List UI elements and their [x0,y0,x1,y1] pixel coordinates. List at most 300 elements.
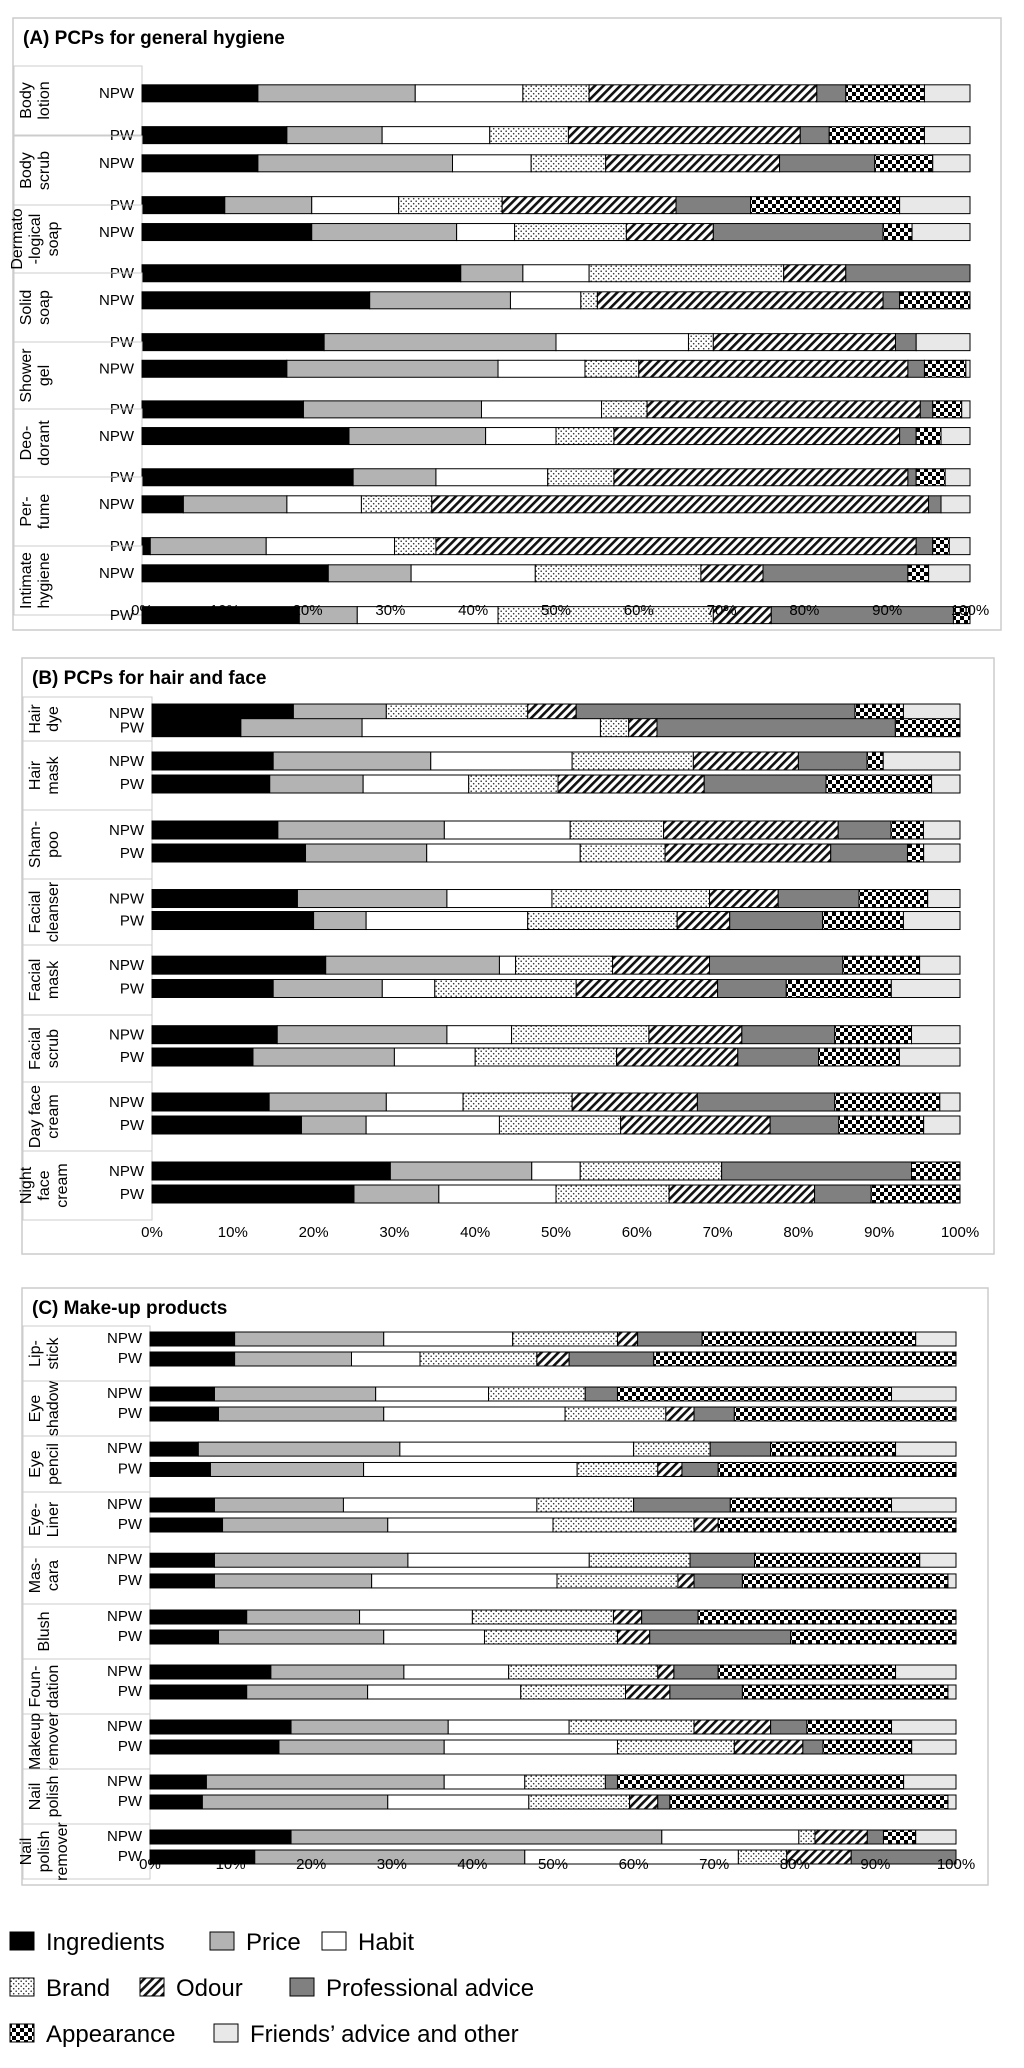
bar-label-npw: NPW [109,1094,144,1112]
category-label [27,881,62,942]
bar-segment-body-lotion-npw-price [258,85,415,102]
bar-segment-day-face-cream-npw-odour [572,1093,697,1111]
x-tick-label: 80% [779,1856,810,1873]
bar-segment-facial-mask-pw-habit [382,979,435,997]
bar-segment-hair-dye-pw-habit [362,719,600,737]
bar-label-pw: PW [119,1117,144,1135]
bar-segment-nail-polish-remover-npw-price [291,1830,662,1844]
bar-segment-perfume-pw-habit [266,538,394,555]
bar-segment-day-face-cream-npw-brand [463,1093,572,1111]
group-mascara [23,1547,956,1604]
bar-segment-mascara-npw-professional-advice [690,1553,754,1567]
bar-segment-facial-scrub-pw-odour [617,1048,738,1066]
bar-segment-nail-polish-npw-friends-advice-and-other [904,1775,956,1789]
category-label-line: mask [45,756,62,795]
bar-segment-dermatological-soap-pw-price [461,265,523,282]
bar-segment-foundation-pw-habit [368,1685,521,1699]
bar-segment-foundation-npw-price [271,1665,404,1679]
bar-label-pw: PW [109,196,134,214]
bar-label-pw: PW [109,333,134,351]
bar-segment-facial-cleanser-pw-odour [677,912,730,930]
x-tick-label: 20% [296,1856,327,1873]
group-makeup-remover [23,1711,956,1770]
bar-segment-eye-shadow-pw-brand [565,1407,666,1421]
category-label [18,290,53,326]
category-label-line: scrub [36,150,53,191]
bar-segment-eye-liner-npw-brand [537,1498,634,1512]
bar-segment-shower-gel-npw-habit [498,360,585,377]
bar-segment-night-face-cream-pw-odour [669,1185,814,1203]
bar-segment-foundation-npw-brand [509,1665,658,1679]
bar-segment-solid-soap-npw-appearance [900,292,970,309]
category-label-line: cleanser [45,881,62,943]
bar-segment-perfume-npw-brand [361,496,431,513]
x-tick-label: 30% [379,1224,410,1241]
x-tick-label: 50% [537,1856,569,1873]
bar-segment-eye-liner-npw-appearance [730,1498,891,1512]
bar-segment-perfume-pw-brand [395,538,436,555]
bar-segment-facial-cleanser-npw-appearance [859,890,928,908]
bar-label-pw: PW [119,776,144,794]
panel-c-make-up [18,1288,988,1885]
category-label [18,494,53,530]
x-tick-label: 100% [936,1856,976,1873]
bar-segment-eye-liner-pw-ingredients [150,1518,223,1532]
legend-item-appearance [10,2021,175,2048]
bar-segment-nail-polish-pw-friends-advice-and-other [948,1795,956,1809]
category-label-line: Dermato [9,208,26,270]
bar-segment-eye-shadow-npw-price [214,1387,375,1401]
bar-label-pw: PW [109,401,134,419]
bar-segment-perfume-npw-habit [287,496,362,513]
category-label-line: stick [45,1337,62,1370]
bar-segment-eye-liner-npw-habit [343,1498,536,1512]
bar-segment-perfume-npw-price [183,496,287,513]
bar-segment-facial-mask-pw-price [273,979,382,997]
bar-segment-facial-mask-npw-professional-advice [710,956,843,974]
bar-segment-facial-cleanser-pw-professional-advice [730,912,823,930]
bar-label-npw: NPW [107,1827,142,1845]
bar-segment-nail-polish-npw-brand [525,1775,606,1789]
group-nail-polish [23,1769,956,1824]
bar-segment-nail-polish-remover-npw-odour [815,1830,867,1844]
bar-segment-night-face-cream-npw-professional-advice [722,1162,912,1180]
legend-label: Habit [358,1929,415,1956]
bar-label-pw: PW [117,1404,142,1422]
bar-segment-dermatological-soap-npw-professional-advice [713,224,883,241]
x-tick-label: 80% [783,1224,814,1241]
bar-segment-shampoo-pw-odour [665,844,831,862]
bar-segment-makeup-remover-npw-price [291,1720,448,1734]
bar-segment-eye-pencil-pw-professional-advice [682,1462,718,1476]
bar-segment-foundation-pw-professional-advice [670,1685,743,1699]
x-tick-label: 100% [940,1224,980,1241]
legend-swatch [290,1978,314,1996]
bar-segment-facial-cleanser-npw-friends-advice-and-other [928,890,960,908]
category-label-line: soap [36,290,53,325]
bar-segment-facial-mask-npw-price [326,956,500,974]
bar-segment-hair-mask-npw-brand [572,752,693,770]
bar-segment-facial-cleanser-pw-brand [528,912,677,930]
bar-segment-night-face-cream-pw-brand [556,1185,669,1203]
bar-segment-body-scrub-npw-odour [606,155,780,172]
panel-a-general-hygiene [9,18,1001,630]
category-label-line: Sham- [27,820,44,869]
bar-segment-blush-npw-price [247,1610,360,1624]
category-label-line: Body [18,152,35,189]
bar-segment-nail-polish-remover-npw-brand [799,1830,815,1844]
x-tick-label: 40% [458,602,489,619]
category-label-line: Solid [18,289,35,326]
category-label [18,151,53,190]
bar-segment-shampoo-pw-professional-advice [831,844,908,862]
bar-segment-facial-mask-npw-brand [516,956,613,974]
bar-segment-nail-polish-remover-npw-professional-advice [867,1830,883,1844]
bar-segment-facial-cleanser-npw-habit [447,890,552,908]
category-label-line: fume [36,493,53,530]
bar-segment-foundation-npw-ingredients [150,1665,271,1679]
bar-segment-makeup-remover-npw-odour [694,1720,771,1734]
bar-segment-shower-gel-npw-ingredients [142,360,287,377]
x-tick-label: 20% [298,1224,329,1241]
bar-segment-shower-gel-pw-ingredients [142,401,303,418]
bar-segment-solid-soap-npw-habit [510,292,580,309]
bar-segment-makeup-remover-npw-ingredients [150,1720,291,1734]
bar-segment-solid-soap-npw-ingredients [142,292,370,309]
bar-segment-body-lotion-pw-ingredients [142,127,287,144]
category-label-line: gel [36,364,53,387]
bar-label-npw: NPW [109,890,144,908]
bar-segment-facial-scrub-pw-professional-advice [738,1048,819,1066]
category-label-line: face [36,1170,53,1201]
bar-segment-perfume-pw-appearance [933,538,950,555]
bar-segment-facial-mask-pw-brand [435,979,576,997]
category-label-line: poo [45,831,62,858]
bar-segment-facial-cleanser-pw-friends-advice-and-other [903,912,960,930]
bar-segment-foundation-pw-ingredients [150,1685,247,1699]
bar-label-npw: NPW [107,1717,142,1735]
bar-segment-intimate-hygiene-npw-friends-advice-and-other [929,565,970,582]
bar-segment-hair-mask-npw-ingredients [152,752,273,770]
bar-segment-nail-polish-remover-npw-appearance [883,1830,915,1844]
bar-segment-dermatological-soap-pw-ingredients [142,265,461,282]
bar-segment-foundation-npw-odour [658,1665,674,1679]
category-label-line: dation [45,1664,62,1709]
bar-segment-shower-gel-pw-habit [481,401,601,418]
category-label-line: mask [45,960,62,1000]
bar-segment-shampoo-npw-professional-advice [838,821,891,839]
bar-segment-shampoo-pw-appearance [907,844,923,862]
x-tick-label: 50% [540,1224,572,1241]
bar-segment-shampoo-npw-ingredients [152,821,278,839]
x-tick-label: 40% [457,1856,488,1873]
bar-segment-facial-scrub-npw-odour [649,1026,742,1044]
bar-segment-hair-mask-npw-price [273,752,431,770]
category-label-line: Lip- [27,1340,44,1367]
bar-segment-body-lotion-pw-brand [490,127,569,144]
category-label-line: Day face [27,1084,44,1149]
category-label-line: remover [54,1822,71,1881]
bar-segment-eye-pencil-npw-appearance [771,1442,896,1456]
bar-segment-body-scrub-npw-appearance [875,155,933,172]
group-night-face-cream [18,1151,960,1220]
category-label-line: lotion [36,81,53,120]
bar-segment-body-scrub-pw-appearance [751,197,900,214]
bar-segment-body-scrub-pw-professional-advice [676,197,751,214]
bar-segment-facial-cleanser-npw-price [297,890,446,908]
bar-segment-body-lotion-pw-professional-advice [800,127,829,144]
x-tick-label: 60% [623,602,654,619]
bar-segment-dermatological-soap-pw-odour [784,265,846,282]
bar-segment-blush-pw-odour [617,1630,649,1644]
bar-segment-facial-cleanser-pw-price [314,912,367,930]
category-label [18,552,53,609]
bar-segment-hair-dye-pw-brand [600,719,628,737]
bar-label-pw: PW [119,980,144,998]
category-label-line: Night [18,1166,35,1205]
category-label-line: Liner [45,1501,62,1538]
bar-segment-mascara-pw-odour [678,1574,694,1588]
category-label-line: soap [45,221,62,257]
legend-item-price [210,1929,301,1956]
bar-segment-eye-liner-pw-habit [388,1518,553,1532]
category-label [9,208,62,269]
legend-item-friends-advice-and-other [214,2021,519,2048]
category-label [27,1711,62,1770]
bar-label-npw: NPW [109,1163,144,1181]
bar-label-npw: NPW [107,1384,142,1402]
category-label [27,959,62,1002]
bar-segment-hair-mask-npw-habit [431,752,572,770]
bar-segment-shampoo-npw-appearance [891,821,923,839]
bar-segment-lipstick-pw-habit [352,1352,421,1366]
bar-segment-makeup-remover-pw-friends-advice-and-other [912,1740,956,1754]
category-label [27,1776,62,1818]
bar-segment-solid-soap-npw-brand [581,292,598,309]
bar-segment-shampoo-npw-price [278,821,444,839]
bar-segment-day-face-cream-pw-professional-advice [770,1116,839,1134]
bar-label-pw: PW [119,1186,144,1204]
category-label-line: Facial [27,1027,44,1070]
bar-label-pw: PW [117,1737,142,1755]
bar-segment-eye-liner-npw-professional-advice [634,1498,731,1512]
category-label [36,1611,53,1651]
legend-item-habit [322,1929,414,1956]
bar-segment-day-face-cream-npw-habit [386,1093,463,1111]
legend-swatch [10,2024,34,2042]
group-intimate-hygiene [14,546,970,624]
category-label [27,1558,62,1594]
bar-segment-mascara-pw-appearance [742,1574,948,1588]
bar-segment-shampoo-npw-habit [444,821,570,839]
bar-segment-mascara-npw-ingredients [150,1553,214,1567]
bar-segment-intimate-hygiene-npw-appearance [908,565,929,582]
bar-segment-deodorant-npw-ingredients [142,428,349,445]
bar-segment-makeup-remover-pw-professional-advice [803,1740,823,1754]
bar-segment-makeup-remover-npw-professional-advice [771,1720,807,1734]
bar-label-npw: NPW [107,1440,142,1458]
category-label-line: Per- [18,496,35,527]
bar-segment-night-face-cream-npw-appearance [912,1162,960,1180]
bar-segment-hair-mask-pw-brand [469,775,558,793]
bar-segment-facial-scrub-npw-habit [447,1026,512,1044]
bar-label-npw: NPW [107,1662,142,1680]
bar-segment-body-scrub-npw-brand [531,155,606,172]
category-label-line: polish [36,1830,53,1873]
bar-segment-eye-shadow-pw-odour [666,1407,694,1421]
bar-segment-mascara-pw-price [214,1574,371,1588]
category-label-line: Blush [36,1611,53,1652]
bar-segment-facial-mask-npw-appearance [843,956,920,974]
category-label-line: Eye [27,1450,44,1478]
bar-segment-night-face-cream-pw-ingredients [152,1185,354,1203]
x-tick-label: 0% [139,1856,161,1873]
bar-label-npw: NPW [107,1772,142,1790]
bar-segment-body-scrub-pw-ingredients [142,197,225,214]
bar-segment-day-face-cream-npw-price [269,1093,386,1111]
bar-label-npw: NPW [99,360,134,378]
bar-segment-lipstick-npw-friends-advice-and-other [916,1332,956,1346]
bar-segment-foundation-npw-appearance [718,1665,895,1679]
bar-segment-facial-scrub-pw-price [253,1048,394,1066]
bar-segment-nail-polish-pw-appearance [670,1795,948,1809]
legend-label: Odour [176,1975,243,2002]
bar-segment-eye-shadow-npw-friends-advice-and-other [892,1387,956,1401]
bar-segment-deodorant-pw-appearance [916,469,945,486]
bar-segment-eye-liner-pw-price [223,1518,388,1532]
bar-segment-hair-mask-npw-odour [693,752,798,770]
bar-segment-shower-gel-npw-appearance [924,360,965,377]
bar-segment-dermatological-soap-npw-ingredients [142,224,312,241]
bar-segment-shampoo-npw-brand [570,821,663,839]
bar-segment-hair-mask-pw-odour [558,775,704,793]
category-label-line: Foun- [27,1665,44,1708]
bar-segment-body-scrub-pw-odour [502,197,676,214]
bar-segment-night-face-cream-npw-ingredients [152,1162,390,1180]
bar-label-npw: NPW [99,223,134,241]
bar-segment-hair-dye-pw-price [241,719,362,737]
bar-segment-body-lotion-pw-odour [568,127,800,144]
bar-segment-body-lotion-npw-habit [415,85,523,102]
group-hair-mask [23,741,960,810]
bar-segment-eye-pencil-pw-habit [364,1462,578,1476]
legend-item-professional-advice [290,1975,534,2002]
group-eye-pencil [23,1436,956,1492]
bar-segment-facial-mask-pw-professional-advice [718,979,787,997]
bar-label-npw: NPW [99,85,134,103]
bar-segment-facial-mask-pw-friends-advice-and-other [891,979,960,997]
category-label [27,1443,62,1485]
bar-segment-solid-soap-npw-price [370,292,511,309]
bar-segment-shower-gel-npw-price [287,360,498,377]
bar-segment-foundation-npw-habit [404,1665,509,1679]
bar-segment-nail-polish-remover-npw-habit [662,1830,799,1844]
bar-label-pw: PW [117,1515,142,1533]
bar-label-npw: NPW [109,705,144,723]
category-label-line: pencil [45,1443,62,1485]
bar-segment-dermatological-soap-npw-habit [457,224,515,241]
bar-segment-foundation-npw-professional-advice [674,1665,718,1679]
bar-segment-eye-liner-npw-ingredients [150,1498,214,1512]
category-label [27,704,62,734]
bar-segment-hair-mask-pw-ingredients [152,775,270,793]
bar-segment-facial-mask-pw-odour [576,979,717,997]
bar-segment-day-face-cream-pw-odour [621,1116,770,1134]
bar-segment-body-lotion-pw-price [287,127,382,144]
bar-segment-eye-pencil-pw-odour [658,1462,682,1476]
bar-segment-lipstick-npw-brand [513,1332,618,1346]
bar-segment-eye-liner-pw-odour [694,1518,718,1532]
group-eye-shadow [23,1380,956,1436]
bar-segment-deodorant-pw-ingredients [142,469,353,486]
bar-label-pw: PW [109,606,134,624]
bar-segment-eye-pencil-npw-ingredients [150,1442,198,1456]
x-tick-label: 70% [702,1224,733,1241]
bar-label-npw: NPW [107,1551,142,1569]
bar-segment-blush-pw-ingredients [150,1630,219,1644]
panel-b-hair-and-face [18,658,994,1254]
category-label-line: Body [18,82,35,119]
bar-segment-foundation-pw-price [247,1685,368,1699]
category-label-line: Shower [18,348,35,403]
bar-segment-blush-npw-ingredients [150,1610,247,1624]
bar-segment-shower-gel-pw-brand [602,401,648,418]
bar-segment-body-lotion-npw-brand [523,85,589,102]
bar-segment-solid-soap-pw-odour [713,334,895,351]
bar-segment-foundation-npw-friends-advice-and-other [896,1665,956,1679]
bar-segment-shower-gel-npw-friends-advice-and-other [966,360,970,377]
bar-label-npw: NPW [109,822,144,840]
bar-segment-eye-shadow-npw-professional-advice [585,1387,617,1401]
bar-segment-nail-polish-pw-habit [388,1795,529,1809]
bar-segment-perfume-pw-friends-advice-and-other [949,538,970,555]
x-tick-label: 10% [209,602,240,619]
bar-segment-solid-soap-pw-professional-advice [895,334,916,351]
bar-label-pw: PW [119,1049,144,1067]
legend-swatch [322,1932,346,1950]
bar-segment-body-lotion-npw-odour [589,85,817,102]
bar-segment-lipstick-npw-habit [384,1332,513,1346]
bar-segment-nail-polish-pw-odour [630,1795,658,1809]
bar-segment-makeup-remover-pw-brand [617,1740,734,1754]
bar-segment-blush-pw-price [219,1630,384,1644]
category-label-line: Facial [27,958,44,1002]
bar-segment-hair-dye-pw-ingredients [152,719,241,737]
bar-segment-intimate-hygiene-npw-habit [411,565,535,582]
bar-label-pw: PW [117,1460,142,1478]
group-solid-soap [14,273,970,351]
bar-segment-facial-cleanser-pw-habit [366,912,528,930]
bar-segment-day-face-cream-pw-appearance [839,1116,924,1134]
category-label-line: Makeup [27,1713,44,1770]
bar-segment-intimate-hygiene-npw-brand [535,565,701,582]
bar-segment-body-scrub-npw-professional-advice [780,155,875,172]
bar-segment-mascara-pw-friends-advice-and-other [948,1574,956,1588]
category-label-line: dorant [36,420,53,466]
x-tick-label: 80% [789,602,820,619]
bar-segment-facial-cleanser-npw-ingredients [152,890,297,908]
bar-label-npw: NPW [99,427,134,445]
bar-segment-makeup-remover-npw-friends-advice-and-other [892,1720,956,1734]
bar-segment-perfume-npw-professional-advice [929,496,941,513]
x-tick-label: 50% [540,602,572,619]
bar-segment-perfume-pw-price [150,538,266,555]
group-perfume [14,477,970,555]
category-label [27,1085,62,1148]
bar-segment-perfume-pw-odour [436,538,916,555]
bar-segment-solid-soap-npw-odour [597,292,883,309]
bar-segment-hair-mask-pw-price [270,775,363,793]
